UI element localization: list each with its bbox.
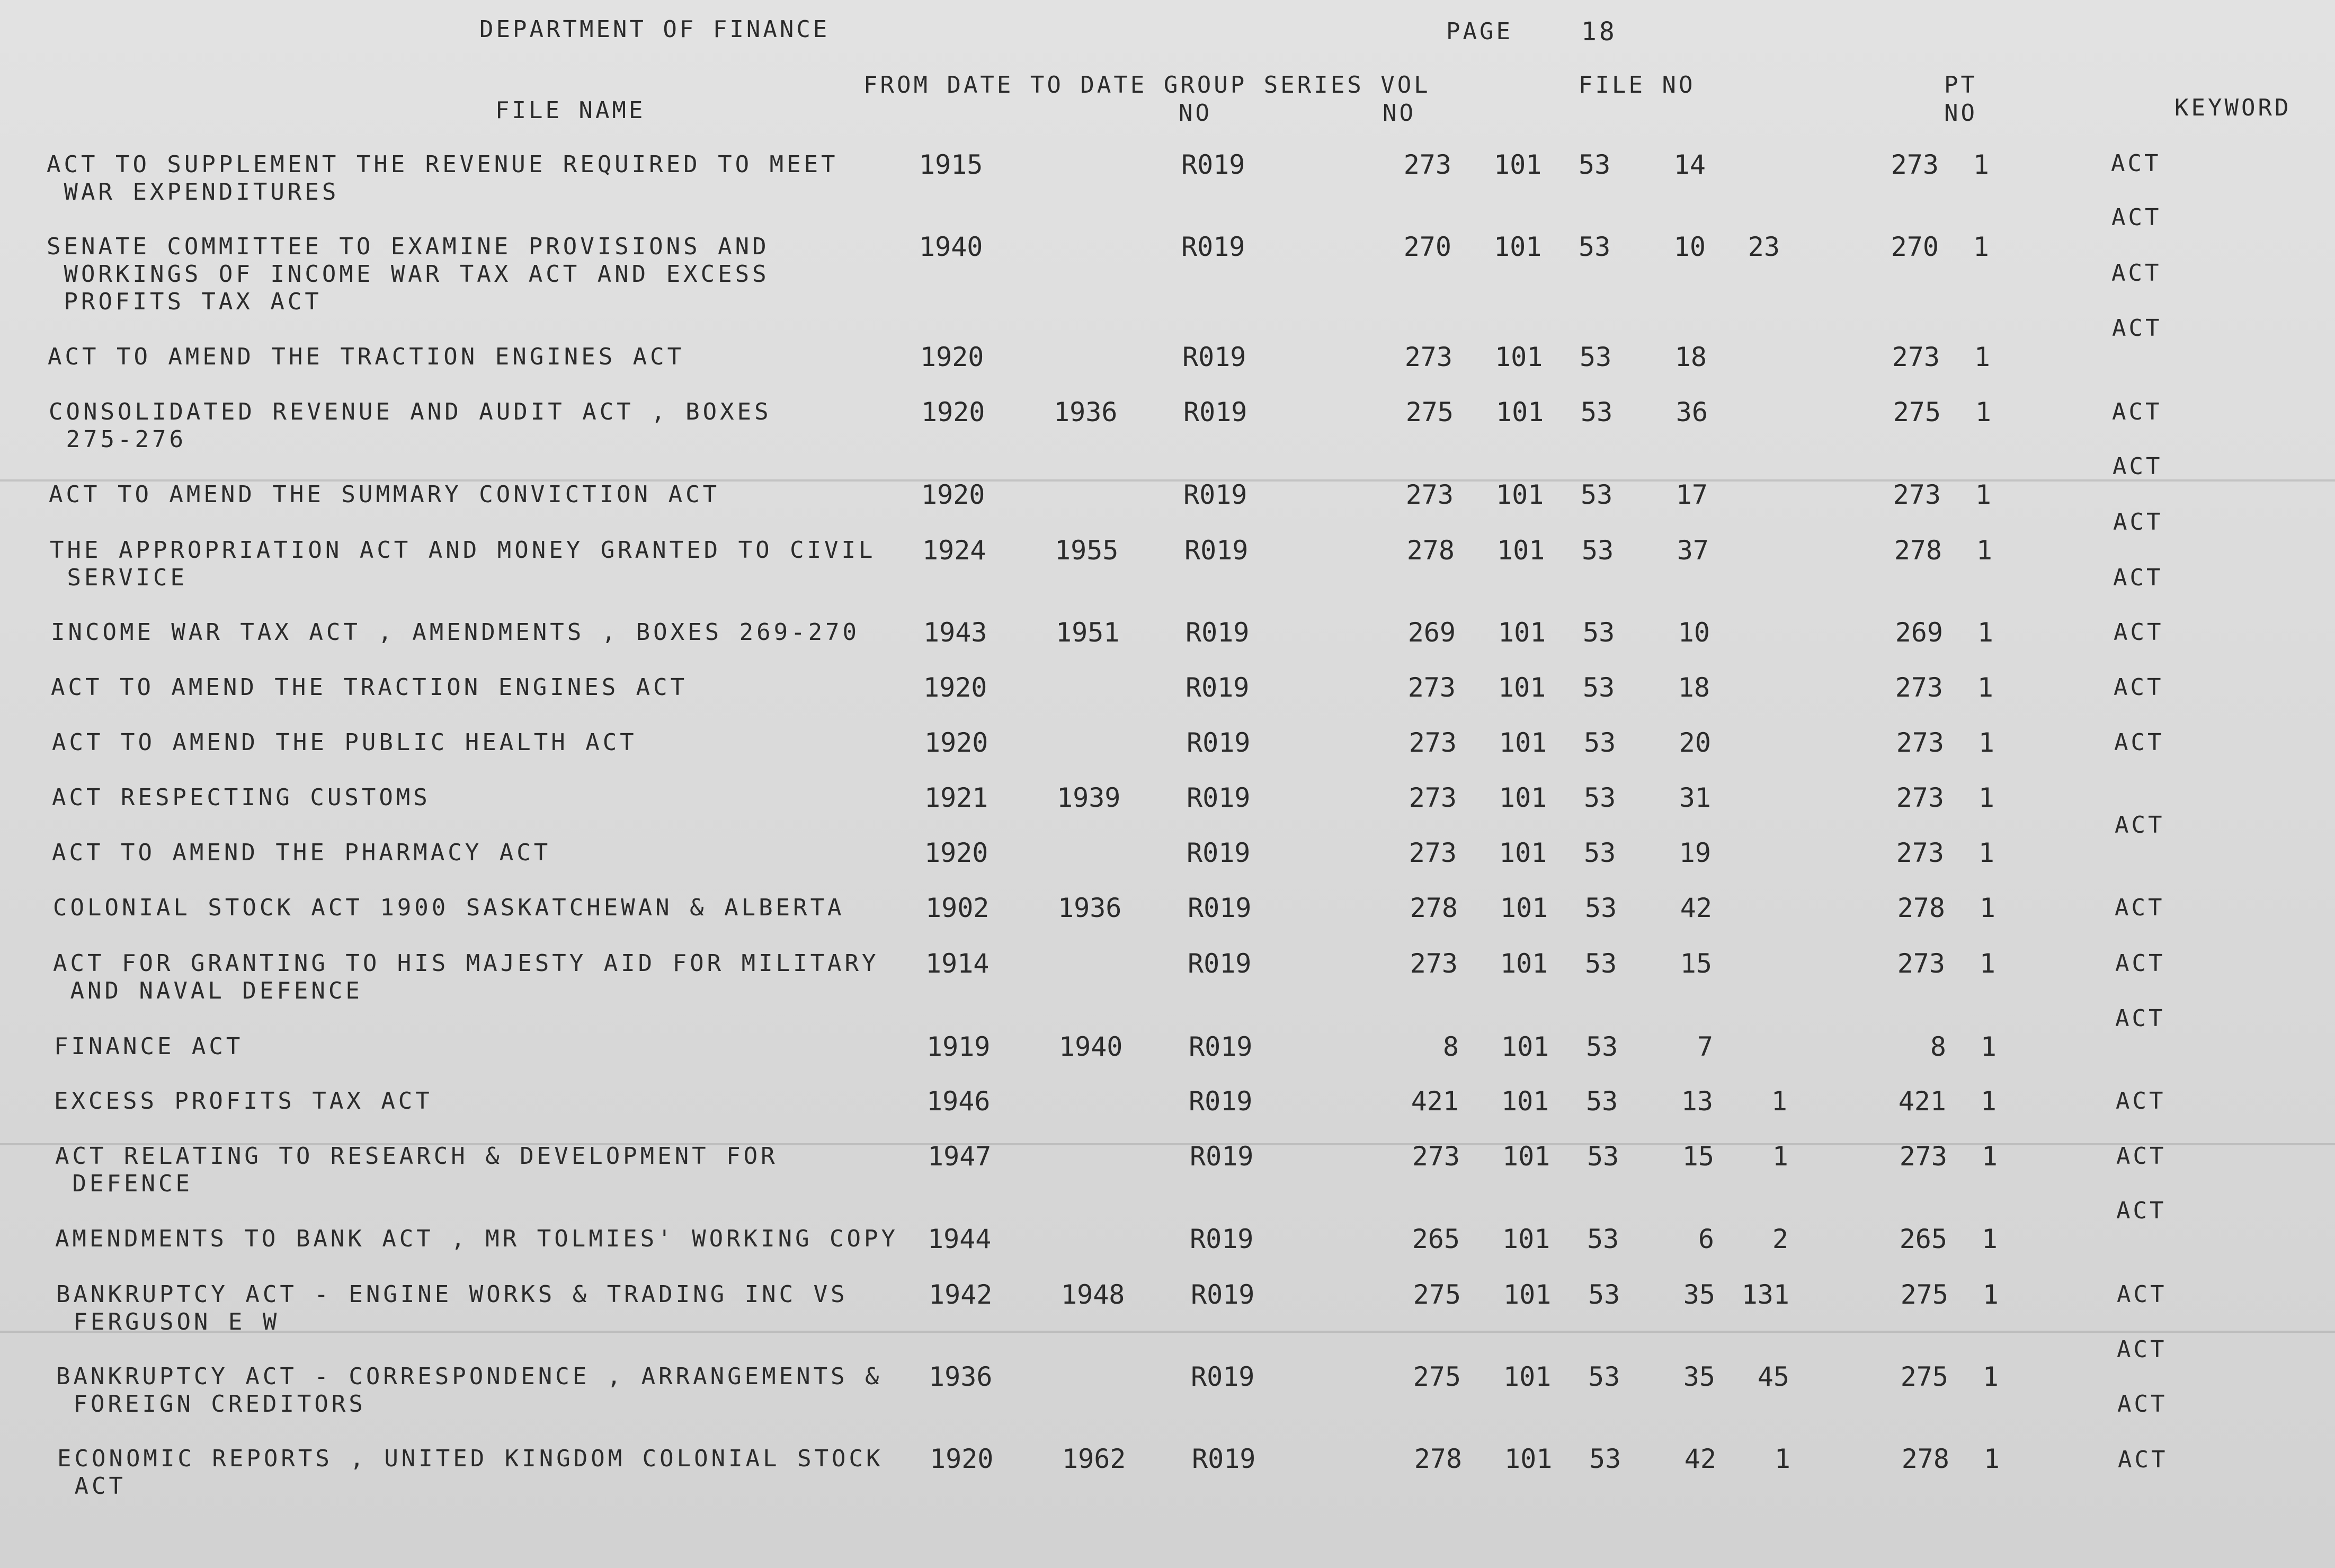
- file-no-part-4: 23: [1748, 231, 1780, 262]
- from-date: 1919: [926, 1031, 991, 1062]
- from-date: 1946: [926, 1086, 991, 1117]
- page-label: PAGE: [1446, 18, 1513, 45]
- file-no-part-4: 1: [1774, 1444, 1790, 1474]
- series-vol-no: 275: [1413, 1279, 1461, 1310]
- column-header-keyword: KEYWORD: [2174, 94, 2292, 121]
- file-no-part-1: 101: [1501, 1086, 1549, 1117]
- from-date: 1924: [922, 535, 986, 566]
- file-name: COLONIAL STOCK ACT 1900 SASKATCHEWAN & ALBERTA: [53, 894, 845, 921]
- file-no-part-2: 53: [1586, 1086, 1618, 1117]
- from-date: 1920: [924, 727, 988, 758]
- group-no: R019: [1190, 1224, 1254, 1254]
- file-no-part-3: 15: [1680, 948, 1712, 979]
- keyword-value: ACT: [2112, 315, 2162, 342]
- group-no: R019: [1184, 535, 1249, 566]
- from-date: 1902: [925, 893, 990, 923]
- column-header-dates-group-series-vol: FROM DATE TO DATE GROUP SERIES VOL: [863, 72, 1431, 99]
- file-name: BANKRUPTCY ACT - ENGINE WORKS & TRADING INC VS FERGUSON E W: [56, 1281, 848, 1335]
- file-no-part-1: 101: [1494, 231, 1542, 262]
- file-no-part-1: 101: [1499, 838, 1547, 868]
- pt-no: 1: [1978, 838, 1994, 868]
- file-name: ACT TO AMEND THE TRACTION ENGINES ACT: [51, 674, 688, 701]
- series-vol-no: 273: [1409, 782, 1457, 813]
- file-no-part-1: 101: [1501, 1031, 1549, 1062]
- file-name: ECONOMIC REPORTS , UNITED KINGDOM COLONIAL STOCK ACT: [57, 1445, 884, 1500]
- group-no: R019: [1181, 231, 1245, 262]
- box-no: 273: [1896, 782, 1944, 813]
- file-no-part-2: 53: [1589, 1444, 1621, 1474]
- box-no: 275: [1900, 1279, 1948, 1310]
- box-no: 273: [1899, 1141, 1947, 1172]
- group-no: R019: [1187, 782, 1251, 813]
- to-date: 1948: [1061, 1279, 1125, 1310]
- from-date: 1920: [924, 838, 988, 868]
- pt-no: 1: [1977, 672, 1993, 703]
- file-no-part-3: 10: [1678, 617, 1710, 648]
- pt-no: 1: [1974, 342, 1990, 372]
- pt-no: 1: [1973, 231, 1989, 262]
- file-name: ACT RELATING TO RESEARCH & DEVELOPMENT FOR DEFENCE: [55, 1143, 778, 1197]
- file-no-part-3: 13: [1681, 1086, 1713, 1117]
- file-no-part-3: 42: [1684, 1444, 1716, 1474]
- file-no-part-1: 101: [1503, 1361, 1552, 1392]
- keyword-value: ACT: [2111, 204, 2162, 231]
- series-vol-no: 273: [1409, 727, 1457, 758]
- series-vol-no: 8: [1442, 1031, 1459, 1062]
- series-vol-no: 273: [1412, 1141, 1460, 1172]
- series-vol-no: 273: [1405, 479, 1454, 510]
- from-date: 1920: [921, 397, 985, 427]
- group-no: R019: [1182, 342, 1246, 372]
- box-no: 265: [1899, 1224, 1947, 1254]
- pt-no: 1: [1978, 782, 1994, 813]
- keyword-value: ACT: [2115, 1005, 2165, 1032]
- file-no-part-2: 53: [1584, 838, 1616, 868]
- file-no-part-3: 31: [1679, 782, 1711, 813]
- keyword-value: ACT: [2113, 564, 2163, 591]
- file-no-part-1: 101: [1498, 672, 1546, 703]
- file-no-part-3: 7: [1697, 1031, 1713, 1062]
- series-vol-no: 421: [1411, 1086, 1459, 1117]
- keyword-value: ACT: [2114, 729, 2164, 756]
- from-date: 1920: [930, 1444, 994, 1474]
- from-date: 1936: [929, 1361, 993, 1392]
- series-vol-no: 278: [1406, 535, 1455, 566]
- file-no-part-2: 53: [1579, 231, 1611, 262]
- file-name: ACT FOR GRANTING TO HIS MAJESTY AID FOR MILITARY AND NAVAL DEFENCE: [53, 950, 879, 1004]
- file-name: ACT TO AMEND THE PUBLIC HEALTH ACT: [52, 729, 637, 756]
- file-no-part-2: 53: [1583, 617, 1615, 648]
- from-date: 1921: [924, 782, 988, 813]
- series-vol-no: 270: [1403, 231, 1451, 262]
- file-name: AMENDMENTS TO BANK ACT , MR TOLMIES' WORKING COPY: [55, 1225, 899, 1252]
- box-no: 273: [1896, 727, 1944, 758]
- keyword-value: ACT: [2118, 1446, 2168, 1473]
- file-no-part-3: 14: [1673, 149, 1706, 180]
- file-no-part-3: 35: [1683, 1279, 1715, 1310]
- file-no-part-2: 53: [1585, 893, 1617, 923]
- file-no-part-2: 53: [1588, 1361, 1620, 1392]
- file-no-part-1: 101: [1499, 782, 1547, 813]
- pt-no: 1: [1977, 617, 1993, 648]
- column-header-vol-no: NO: [1383, 100, 1416, 127]
- file-no-part-2: 53: [1583, 672, 1615, 703]
- file-no-part-4: 1: [1771, 1086, 1787, 1117]
- file-no-part-4: 1: [1772, 1141, 1788, 1172]
- group-no: R019: [1189, 1031, 1253, 1062]
- pt-no: 1: [1976, 535, 1992, 566]
- group-no: R019: [1186, 672, 1250, 703]
- from-date: 1940: [919, 231, 983, 262]
- from-date: 1920: [921, 479, 985, 510]
- file-no-part-3: 15: [1682, 1141, 1714, 1172]
- group-no: R019: [1188, 893, 1252, 923]
- to-date: 1936: [1054, 397, 1118, 427]
- series-vol-no: 278: [1414, 1444, 1462, 1474]
- group-no: R019: [1183, 479, 1247, 510]
- file-name: INCOME WAR TAX ACT , AMENDMENTS , BOXES 269-270: [51, 619, 860, 646]
- from-date: 1920: [923, 672, 987, 703]
- file-name: THE APPROPRIATION ACT AND MONEY GRANTED TO CIVIL SERVICE: [50, 537, 876, 591]
- box-no: 273: [1897, 948, 1945, 979]
- file-no-part-1: 101: [1499, 727, 1547, 758]
- box-no: 278: [1901, 1444, 1949, 1474]
- keyword-value: ACT: [2114, 619, 2164, 646]
- file-name: ACT TO AMEND THE SUMMARY CONVICTION ACT: [49, 481, 720, 508]
- keyword-value: ACT: [2117, 1281, 2167, 1308]
- column-header-file-no: FILE NO: [1579, 72, 1696, 99]
- file-no-part-3: 18: [1678, 672, 1710, 703]
- column-header-pt: PT: [1944, 72, 1977, 99]
- group-no: R019: [1189, 1086, 1253, 1117]
- pt-no: 1: [1983, 1444, 2000, 1474]
- file-no-part-1: 101: [1498, 617, 1546, 648]
- file-no-part-2: 53: [1579, 149, 1611, 180]
- file-no-part-1: 101: [1502, 1224, 1550, 1254]
- pt-no: 1: [1975, 479, 1991, 510]
- box-no: 273: [1895, 672, 1943, 703]
- file-no-part-4: 131: [1741, 1279, 1789, 1310]
- to-date: 1951: [1056, 617, 1120, 648]
- series-vol-no: 273: [1404, 342, 1452, 372]
- pt-no: 1: [1982, 1361, 1999, 1392]
- from-date: 1914: [925, 948, 990, 979]
- file-no-part-2: 53: [1587, 1141, 1619, 1172]
- file-no-part-3: 42: [1680, 893, 1712, 923]
- keyword-value: ACT: [2112, 398, 2162, 425]
- box-no: 8: [1930, 1031, 1946, 1062]
- series-vol-no: 273: [1403, 149, 1451, 180]
- file-no-part-2: 53: [1585, 948, 1617, 979]
- file-no-part-3: 37: [1677, 535, 1709, 566]
- column-header-file-name: FILE NAME: [495, 97, 646, 124]
- group-no: R019: [1192, 1444, 1256, 1474]
- group-no: R019: [1191, 1279, 1255, 1310]
- file-no-part-2: 53: [1582, 535, 1614, 566]
- file-no-part-3: 35: [1683, 1361, 1715, 1392]
- keyword-value: ACT: [2116, 1197, 2167, 1224]
- file-no-part-1: 101: [1504, 1444, 1553, 1474]
- file-no-part-2: 53: [1588, 1279, 1620, 1310]
- file-no-part-1: 101: [1495, 342, 1543, 372]
- file-no-part-1: 101: [1496, 479, 1544, 510]
- file-no-part-2: 53: [1584, 782, 1616, 813]
- from-date: 1947: [928, 1141, 992, 1172]
- from-date: 1915: [919, 149, 983, 180]
- file-name: EXCESS PROFITS TAX ACT: [54, 1088, 433, 1115]
- file-no-part-2: 53: [1581, 479, 1613, 510]
- box-no: 270: [1891, 231, 1939, 262]
- pt-no: 1: [1979, 948, 1995, 979]
- from-date: 1942: [929, 1279, 993, 1310]
- series-vol-no: 275: [1413, 1361, 1461, 1392]
- box-no: 273: [1892, 342, 1940, 372]
- box-no: 421: [1898, 1086, 1946, 1117]
- pt-no: 1: [1982, 1279, 1999, 1310]
- box-no: 273: [1893, 479, 1941, 510]
- to-date: 1940: [1059, 1031, 1123, 1062]
- keyword-value: ACT: [2117, 1391, 2168, 1418]
- pt-no: 1: [1978, 727, 1994, 758]
- from-date: 1943: [923, 617, 987, 648]
- group-no: R019: [1187, 727, 1251, 758]
- file-no-part-1: 101: [1500, 948, 1548, 979]
- box-no: 278: [1897, 893, 1945, 923]
- file-name: ACT TO AMEND THE TRACTION ENGINES ACT: [48, 343, 685, 370]
- file-no-part-2: 53: [1580, 342, 1612, 372]
- group-no: R019: [1183, 397, 1247, 427]
- pt-no: 1: [1980, 1086, 1997, 1117]
- pt-no: 1: [1975, 397, 1991, 427]
- keyword-value: ACT: [2111, 260, 2162, 287]
- page-number: 18: [1581, 17, 1617, 47]
- from-date: 1944: [928, 1224, 992, 1254]
- file-no-part-2: 53: [1584, 727, 1616, 758]
- series-vol-no: 273: [1409, 838, 1457, 868]
- file-name: ACT TO SUPPLEMENT THE REVENUE REQUIRED TO MEET WAR EXPENDITURES: [47, 151, 839, 206]
- file-no-part-1: 101: [1497, 535, 1545, 566]
- box-no: 278: [1894, 535, 1942, 566]
- file-name: ACT TO AMEND THE PHARMACY ACT: [52, 839, 551, 866]
- file-no-part-2: 53: [1581, 397, 1613, 427]
- group-no: R019: [1187, 838, 1251, 868]
- to-date: 1962: [1062, 1444, 1126, 1474]
- to-date: 1955: [1055, 535, 1119, 566]
- file-name: CONSOLIDATED REVENUE AND AUDIT ACT , BOXES 275-276: [49, 398, 772, 453]
- keyword-value: ACT: [2113, 509, 2163, 536]
- series-vol-no: 269: [1407, 617, 1456, 648]
- keyword-value: ACT: [2115, 894, 2165, 921]
- file-name: BANKRUPTCY ACT - CORRESPONDENCE , ARRANGEMENTS & FOREIGN CREDITORS: [56, 1363, 883, 1418]
- file-no-part-2: 53: [1587, 1224, 1619, 1254]
- file-name: SENATE COMMITTEE TO EXAMINE PROVISIONS AND WORKINGS OF INCOME WAR TAX ACT AND EXCESS PROFITS TAX ACT: [47, 233, 770, 315]
- group-no: R019: [1188, 948, 1252, 979]
- column-header-pt-no: NO: [1944, 100, 1977, 127]
- file-no-part-3: 10: [1673, 231, 1706, 262]
- series-vol-no: 275: [1405, 397, 1454, 427]
- file-no-part-3: 19: [1679, 838, 1711, 868]
- file-no-part-1: 101: [1503, 1279, 1552, 1310]
- keyword-value: ACT: [2116, 1088, 2166, 1115]
- file-no-part-3: 18: [1674, 342, 1707, 372]
- file-no-part-3: 36: [1676, 397, 1708, 427]
- box-no: 269: [1895, 617, 1943, 648]
- pt-no: 1: [1973, 149, 1989, 180]
- series-vol-no: 273: [1407, 672, 1456, 703]
- group-no: R019: [1181, 149, 1245, 180]
- keyword-value: ACT: [2115, 950, 2165, 977]
- pt-no: 1: [1979, 893, 1995, 923]
- file-name: ACT RESPECTING CUSTOMS: [52, 784, 431, 811]
- box-no: 273: [1891, 149, 1939, 180]
- keyword-value: ACT: [2116, 1143, 2167, 1170]
- file-no-part-2: 53: [1586, 1031, 1618, 1062]
- file-no-part-1: 101: [1502, 1141, 1550, 1172]
- series-vol-no: 265: [1412, 1224, 1460, 1254]
- series-vol-no: 278: [1410, 893, 1458, 923]
- keyword-value: ACT: [2117, 1336, 2167, 1363]
- box-no: 273: [1896, 838, 1944, 868]
- pt-no: 1: [1981, 1224, 1998, 1254]
- file-no-part-3: 6: [1698, 1224, 1714, 1254]
- file-no-part-1: 101: [1500, 893, 1548, 923]
- file-no-part-3: 20: [1679, 727, 1711, 758]
- file-no-part-4: 2: [1772, 1224, 1788, 1254]
- to-date: 1939: [1057, 782, 1121, 813]
- group-no: R019: [1191, 1361, 1255, 1392]
- file-no-part-4: 45: [1757, 1361, 1789, 1392]
- keyword-value: ACT: [2113, 453, 2163, 480]
- group-no: R019: [1190, 1141, 1254, 1172]
- file-no-part-1: 101: [1494, 149, 1542, 180]
- pt-no: 1: [1980, 1031, 1997, 1062]
- group-no: R019: [1186, 617, 1250, 648]
- file-no-part-1: 101: [1496, 397, 1544, 427]
- keyword-value: ACT: [2114, 674, 2164, 701]
- keyword-value: ACT: [2115, 812, 2165, 839]
- series-vol-no: 273: [1410, 948, 1458, 979]
- box-no: 275: [1893, 397, 1941, 427]
- from-date: 1920: [920, 342, 984, 372]
- to-date: 1936: [1058, 893, 1122, 923]
- file-no-part-3: 17: [1676, 479, 1708, 510]
- box-no: 275: [1900, 1361, 1948, 1392]
- file-name: FINANCE ACT: [54, 1033, 244, 1060]
- department-title: DEPARTMENT OF FINANCE: [479, 16, 830, 43]
- pt-no: 1: [1981, 1141, 1998, 1172]
- column-header-group-no: NO: [1179, 100, 1212, 127]
- keyword-value: ACT: [2111, 150, 2161, 177]
